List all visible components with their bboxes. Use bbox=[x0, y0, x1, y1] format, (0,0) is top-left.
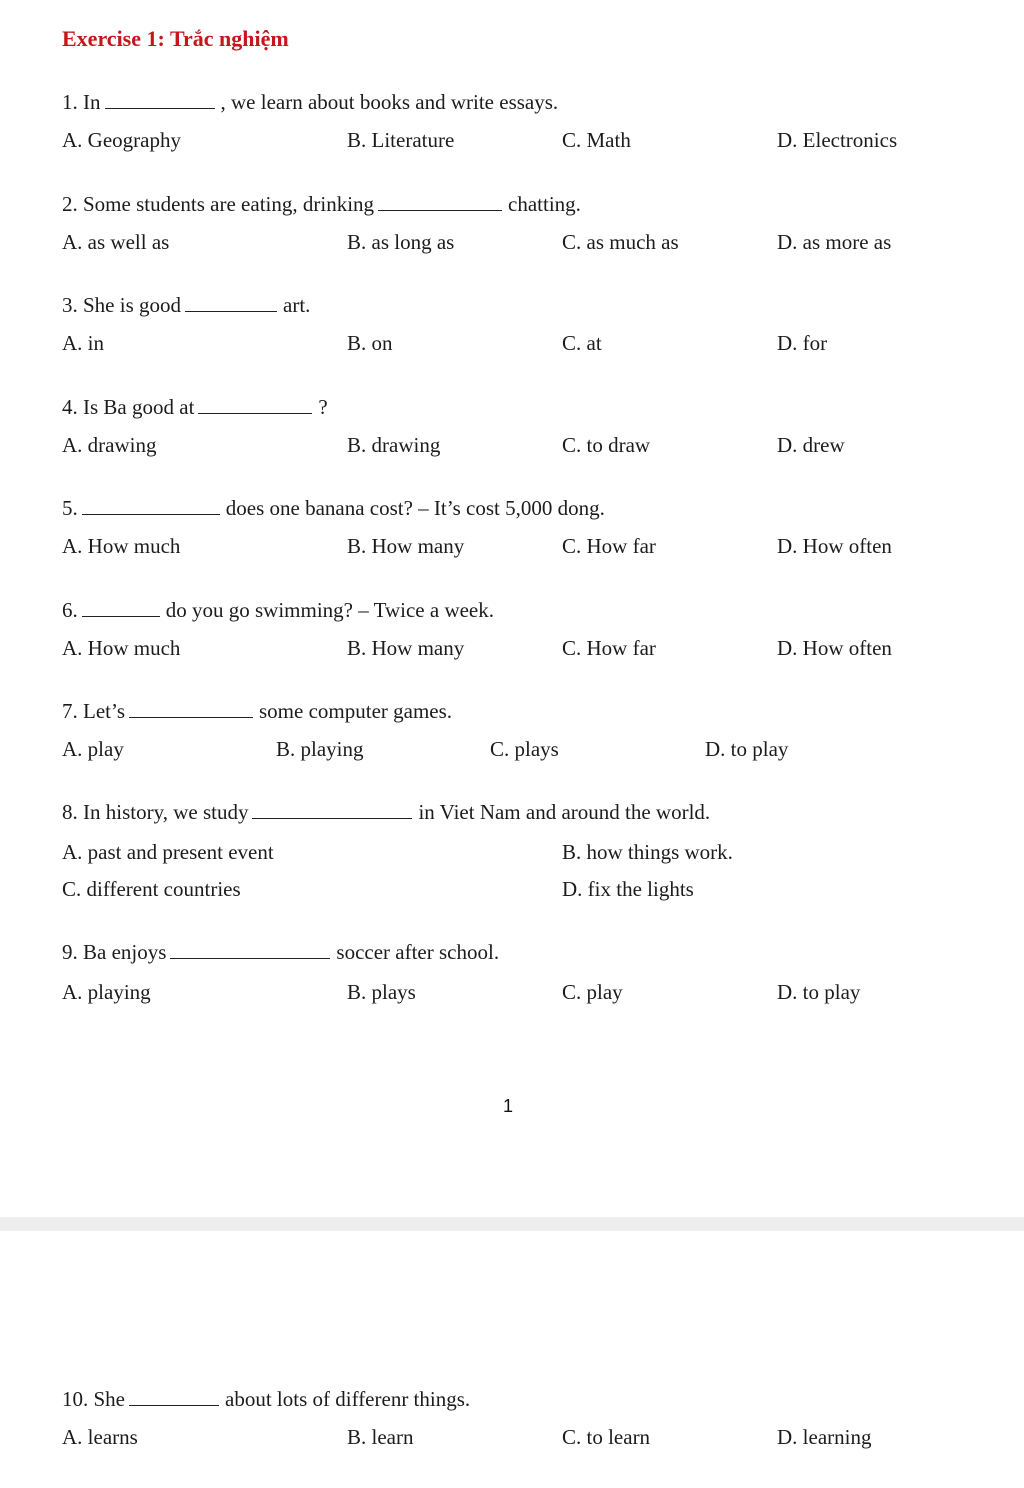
question-stem bbox=[62, 89, 558, 115]
answer-blank bbox=[198, 397, 312, 414]
option-d: D. How often bbox=[777, 636, 892, 660]
option-b: B. as long as bbox=[347, 230, 455, 254]
question-prefix: 1. In bbox=[62, 90, 101, 114]
question-suffix: , we learn about books and write essays. bbox=[220, 90, 559, 114]
option-a: A. play bbox=[62, 737, 124, 761]
option-c: C. different countries bbox=[62, 877, 241, 901]
question-prefix: 4. Is Ba good at bbox=[62, 395, 195, 419]
answer-blank bbox=[185, 295, 277, 312]
option-a: A. past and present event bbox=[62, 840, 274, 864]
question-8 bbox=[0, 799, 1024, 909]
answer-blank bbox=[105, 92, 215, 109]
option-d: D. to play bbox=[705, 737, 789, 761]
option-a: A. learns bbox=[62, 1425, 138, 1449]
answer-blank bbox=[378, 194, 502, 211]
option-c: C. How far bbox=[562, 534, 656, 558]
question-prefix: 6. bbox=[62, 598, 78, 622]
question-suffix: in Viet Nam and around the world. bbox=[418, 800, 711, 824]
question-stem bbox=[62, 1386, 470, 1412]
question-stem bbox=[62, 939, 499, 965]
option-c: C. play bbox=[562, 980, 623, 1004]
answer-blank bbox=[170, 942, 330, 959]
option-a: A. How much bbox=[62, 636, 181, 660]
option-d: D. drew bbox=[777, 433, 845, 457]
option-a: A. playing bbox=[62, 980, 151, 1004]
answer-blank bbox=[252, 802, 412, 819]
option-d: D. fix the lights bbox=[562, 877, 694, 901]
question-suffix: about lots of differenr things. bbox=[225, 1387, 471, 1411]
option-a: A. drawing bbox=[62, 433, 157, 457]
question-stem bbox=[62, 597, 494, 623]
question-prefix: 5. bbox=[62, 496, 78, 520]
question-prefix: 8. In history, we study bbox=[62, 800, 249, 824]
answer-blank bbox=[82, 498, 220, 515]
answer-blank bbox=[129, 1389, 219, 1406]
option-c: C. plays bbox=[490, 737, 559, 761]
exercise-title: Exercise 1: Trắc nghiệm bbox=[62, 26, 289, 51]
answer-blank bbox=[129, 701, 253, 718]
option-c: C. Math bbox=[562, 128, 631, 152]
option-d: D. as more as bbox=[777, 230, 892, 254]
option-d: D. Electronics bbox=[777, 128, 898, 152]
question-4 bbox=[0, 394, 1024, 470]
question-stem bbox=[62, 698, 452, 724]
question-prefix: 10. She bbox=[62, 1387, 125, 1411]
option-c: C. How far bbox=[562, 636, 656, 660]
option-a: A. How much bbox=[62, 534, 181, 558]
option-b: B. drawing bbox=[347, 433, 441, 457]
option-d: D. for bbox=[777, 331, 828, 355]
question-suffix: ? bbox=[318, 395, 328, 419]
question-stem bbox=[62, 495, 605, 521]
question-prefix: 9. Ba enjoys bbox=[62, 940, 167, 964]
option-a: A. in bbox=[62, 331, 104, 355]
question-9 bbox=[0, 939, 1024, 1015]
question-7 bbox=[0, 698, 1024, 774]
page-break-divider bbox=[0, 1217, 1024, 1231]
option-a: A. Geography bbox=[62, 128, 181, 152]
option-d: D. How often bbox=[777, 534, 892, 558]
option-c: C. to learn bbox=[562, 1425, 651, 1449]
question-stem bbox=[62, 191, 581, 217]
option-b: B. How many bbox=[347, 534, 465, 558]
option-c: C. to draw bbox=[562, 433, 651, 457]
question-suffix: art. bbox=[283, 293, 311, 317]
question-prefix: 7. Let’s bbox=[62, 699, 125, 723]
question-suffix: chatting. bbox=[508, 192, 581, 216]
question-5 bbox=[0, 495, 1024, 571]
question-stem bbox=[62, 292, 310, 318]
question-suffix: some computer games. bbox=[259, 699, 453, 723]
question-6 bbox=[0, 597, 1024, 673]
question-3 bbox=[0, 292, 1024, 368]
option-b: B. how things work. bbox=[562, 840, 733, 864]
question-2 bbox=[0, 191, 1024, 267]
option-c: C. at bbox=[562, 331, 602, 355]
question-suffix: does one banana cost? – It’s cost 5,000 dong. bbox=[225, 496, 605, 520]
option-b: B. playing bbox=[276, 737, 364, 761]
question-prefix: 3. She is good bbox=[62, 293, 182, 317]
option-d: D. learning bbox=[777, 1425, 872, 1449]
answer-blank bbox=[82, 600, 160, 617]
question-suffix: do you go swimming? – Twice a week. bbox=[165, 598, 494, 622]
question-stem bbox=[62, 799, 710, 825]
page-number: 1 bbox=[503, 1096, 514, 1116]
question-1 bbox=[0, 89, 1024, 165]
option-d: D. to play bbox=[777, 980, 861, 1004]
option-b: B. plays bbox=[347, 980, 416, 1004]
question-suffix: soccer after school. bbox=[336, 940, 500, 964]
option-a: A. as well as bbox=[62, 230, 170, 254]
option-c: C. as much as bbox=[562, 230, 679, 254]
question-stem bbox=[62, 394, 328, 420]
option-b: B. learn bbox=[347, 1425, 414, 1449]
option-b: B. on bbox=[347, 331, 393, 355]
option-b: B. Literature bbox=[347, 128, 455, 152]
option-b: B. How many bbox=[347, 636, 465, 660]
question-10 bbox=[0, 1386, 1024, 1462]
question-prefix: 2. Some students are eating, drinking bbox=[62, 192, 375, 216]
